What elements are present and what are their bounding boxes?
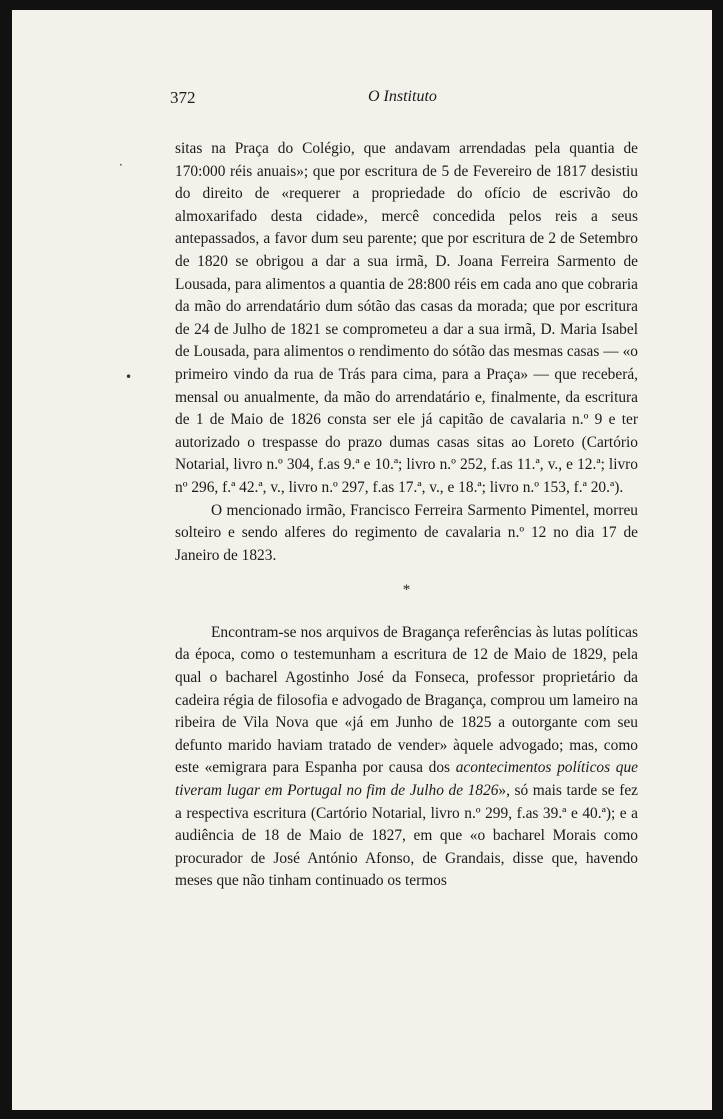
paragraph-3 [175,622,638,893]
paragraph-3-text-b: », só mais tarde se fez a respectiva escritura (Cartório Notarial, livro n.º 299, f.as 39.ª e 40.ª); e a audiência de 18 de Maio de 1827, em que «o bacharel Morais como procurador de José António Afonso, de Grandais, disse que, havendo meses que não tinham continuado os termos [175,782,639,890]
paragraph-3-text-a: Encontram-se nos arquivos de Bragança referências às lutas políticas da época, como o testemunham a escritura de 12 de Maio de 1829, pela qual o bacharel Agostinho José da Fonseca, professor proprietário da cadeira régia de filosofia e advogado de Bragança, comprou um lameiro na ribeira de Vila Nova que «já em Junho de 1825 a outorgante com seu defunto marido haviam tratado de vender» àquele advogado; mas, como este «emigrara para Espanha por causa dos [175,623,638,777]
body-text [175,138,638,893]
page-header [170,88,640,110]
section-separator: * [402,582,411,599]
page-number: 372 [170,88,196,107]
margin-dot: • [125,370,133,384]
paragraph-3-italic: acontecimentos políticos que tiveram lugar em Portugal no fim de Julho de 1826 [175,759,638,800]
margin-dot: · [119,158,123,172]
paragraph-1: sitas na Praça do Colégio, que andavam arrendadas pela quantia de 170:000 réis anuais»; que por escritura de 5 de Fevereiro de 1817 desistiu do direito de «requerer a propriedade do ofício de escrivão do almoxarifado desta cidade», mercê concedida pelos reis a seus antepassados, a favor dum seu parente; que por escritura de 2 de Setembro de 1820 se obrigou a dar a sua irmã, D. Joana Ferreira Sarmento de Lousada, para alimentos a quantia de 28:800 réis em cada ano que cobraria da mão do arrendatário dum sótão das casas da morada; que por escritura de 24 de Julho de 1821 se comprometeu a dar a sua irmã, D. Maria Isabel de Lousada, para alimentos o rendimento do sótão das mesmas casas — «o primeiro vindo da rua de Trás para cima, para a Praça» — que receberá, mensal ou anualmente, da mão do arrendatário e, finalmente, da escritura de 1 de Maio de 1826 consta ser ele já capitão de cavalaria n.º 9 e ter autorizado o trespasse do prazo dumas casas sitas ao Loreto (Cartório Notarial, livro n.º 304, f.as 9.ª e 10.ª; livro n.º 252, f.as 11.ª, v., e 12.ª; livro nº 296, f.ª 42.ª, v., livro n.º 297, f.as 17.ª, v., e 18.ª; livro n.º 153, f.ª 20.ª). [175,140,638,496]
book-page [12,10,712,1110]
paragraph-2: O mencionado irmão, Francisco Ferreira Sarmento Pimentel, morreu solteiro e sendo alferes do regimento de cavalaria n.º 12 no dia 17 de Janeiro de 1823. [175,501,638,564]
running-title: O Instituto [368,88,437,105]
